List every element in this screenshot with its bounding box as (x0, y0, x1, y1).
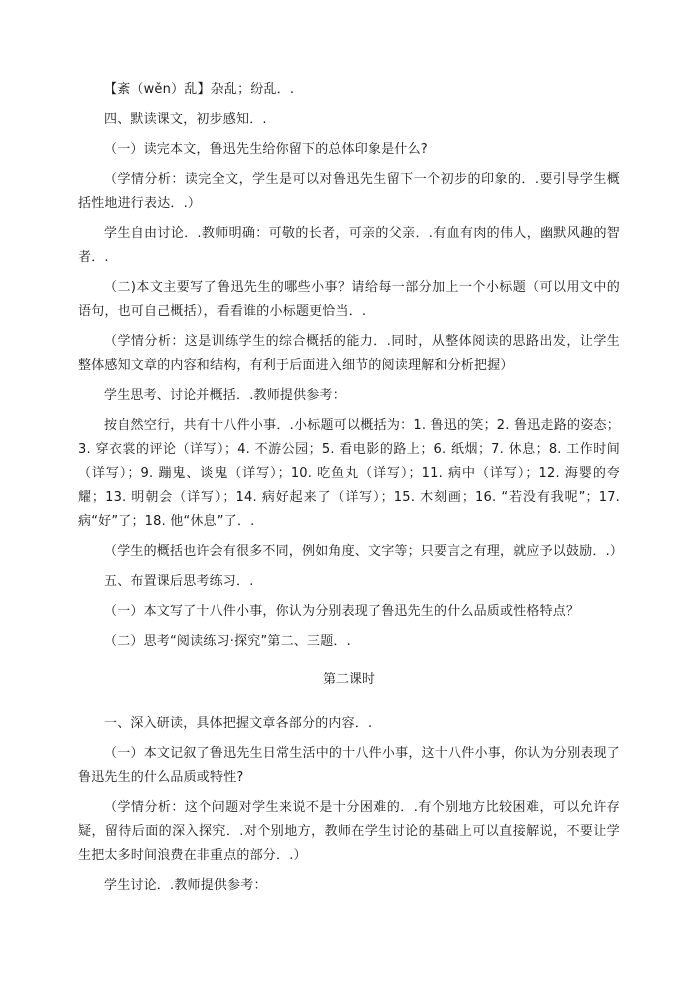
analysis-note-2: （学情分析：这是训练学生的综合概括的能力．.同时，从整体阅读的思路出发，让学生整体感知文章的内容和结构，有利于后面进入细节的阅读理解和分析把握） (78, 334, 620, 373)
analysis-note-1: （学情分析：读完全文，学生是可以对鲁迅先生留下一个初步的印象的．.要引导学生概括性地进行表达．.） (78, 172, 620, 211)
question-3: （一）本文记叙了鲁迅先生日常生活中的十八件小事，这十八件小事，你认为分别表现了鲁迅先生的什么品质或特性? (78, 746, 620, 785)
discussion-prompt-2: 学生讨论．.教师提供参考： (104, 878, 267, 893)
discussion-prompt: 学生思考、讨论并概括．.教师提供参考： (104, 388, 346, 403)
analysis-note-4: （学情分析：这个问题对学生来说不是十分困难的．.有个别地方比较困难，可以允许存疑，留待后面的深入探究．.对个别地方，教师在学生讨论的基础上可以直接解说，不要让学生把太多时间浪费在非重点的部分．.） (78, 800, 620, 863)
homework-2: （二）思考“阅读练习·探究”第二、三题．. (104, 634, 351, 649)
document-body (78, 78, 624, 904)
homework-1: （一）本文写了十八件小事，你认为分别表现了鲁迅先生的什么品质或性格特点？ (104, 604, 580, 619)
question-1: （一）读完本文，鲁迅先生给你留下的总体印象是什么? (104, 142, 428, 157)
step-heading-1: 一、深入研读，具体把握文章各部分的内容．. (104, 716, 373, 731)
question-2: （二)本文主要写了鲁迅先生的哪些小事？请给每一部分加上一个小标题（可以用文中的语句，也可自己概括），看看谁的小标题更恰当．. (78, 280, 620, 319)
step-heading-4: 四、默读课文，初步感知．. (104, 112, 267, 127)
vocab-note: 【紊（wěn）乱】杂乱；纷乱．. (104, 82, 295, 97)
eighteen-events-list: 按自然空行，共有十八件小事．.小标题可以概括为：1. 鲁迅的笑；2. 鲁迅走路的姿态；3. 穿衣裳的评论（详写）；4. 不游公园；5. 看电影的路上；6. 纸烟；7. 休息；8. 工作时间（详写）；9. 蹦鬼、谈鬼（详写）；10. 吃鱼丸（详写）；11. 病中（详写）；12. 海婴的夸耀；13. 明朝会（详写）；14. 病好起来了（详写）；15. 木刻画；16. “若没有我呢”；17. 病“好”了；18. 他“休息”了．. (78, 418, 620, 529)
analysis-note-3: （学生的概括也许会有很多不同，例如角度、文字等；只要言之有理，就应予以鼓励．.） (104, 544, 624, 559)
discussion-answer-1: 学生自由讨论．.教师明确：可敬的长者，可亲的父亲．.有血有肉的伟人，幽默风趣的智者．. (78, 226, 620, 265)
step-heading-5: 五、布置课后思考练习．. (104, 574, 254, 589)
section-title: 第二课时 (322, 672, 375, 687)
